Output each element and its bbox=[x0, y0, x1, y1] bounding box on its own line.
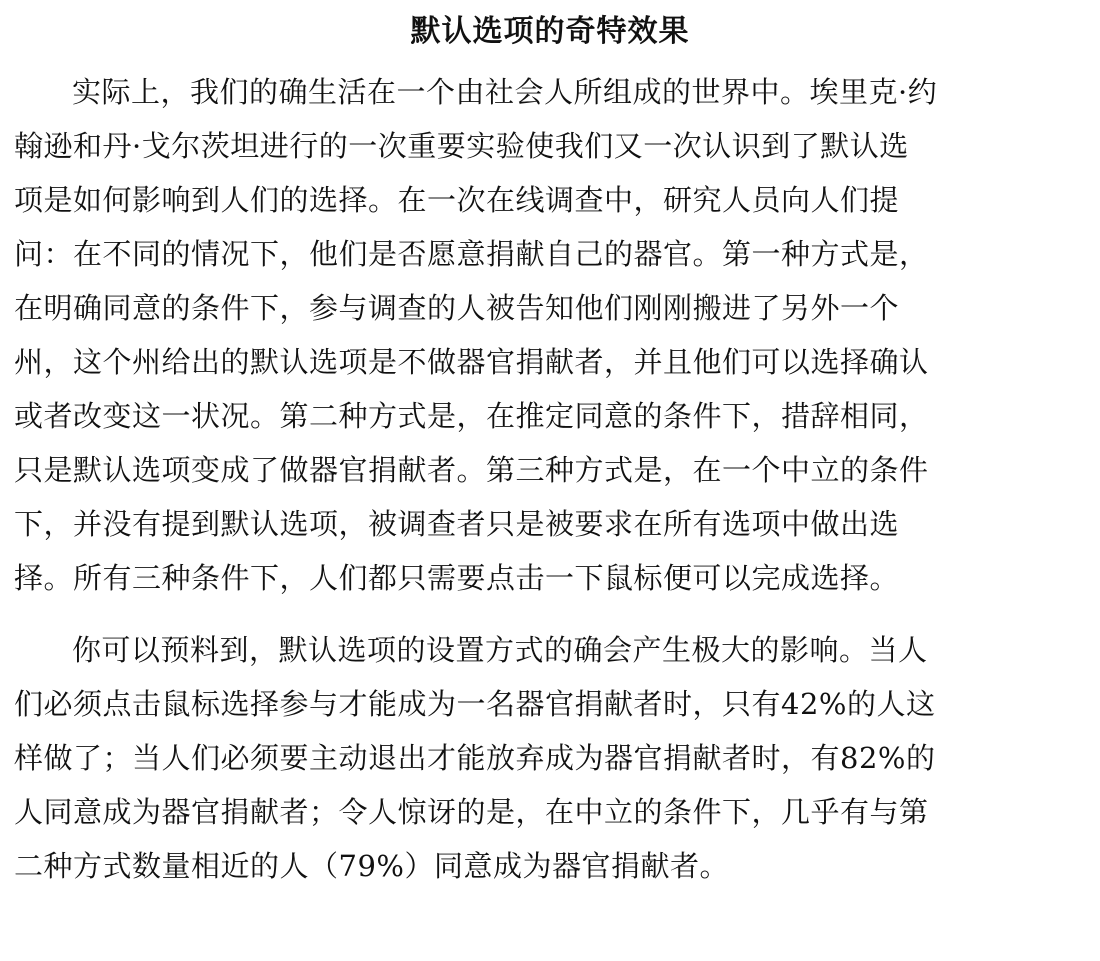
text-line: 二种方式数量相近的人（79%）同意成为器官捐献者。 bbox=[14, 849, 729, 883]
text-line: 下，并没有提到默认选项，被调查者只是被要求在所有选项中做出选 bbox=[14, 507, 900, 541]
text-line: 只是默认选项变成了做器官捐献者。第三种方式是，在一个中立的条件 bbox=[14, 453, 929, 487]
text-line: 样做了；当人们必须要主动退出才能放弃成为器官捐献者时，有82%的 bbox=[14, 741, 936, 775]
text-line: 择。所有三种条件下，人们都只需要点击一下鼠标便可以完成选择。 bbox=[14, 561, 900, 595]
text-line: 问：在不同的情况下，他们是否愿意捐献自己的器官。第一种方式是， bbox=[14, 237, 929, 271]
text-line: 实际上，我们的确生活在一个由社会人所组成的世界中。埃里克·约 bbox=[72, 75, 938, 109]
text-line: 在明确同意的条件下，参与调查的人被告知他们刚刚搬进了另外一个 bbox=[14, 291, 900, 325]
text-line: 人同意成为器官捐献者；令人惊讶的是，在中立的条件下，几乎有与第 bbox=[14, 795, 929, 829]
text-line: 翰逊和丹·戈尔茨坦进行的一次重要实验使我们又一次认识到了默认选 bbox=[14, 129, 909, 163]
article-title: 默认选项的奇特效果 bbox=[410, 14, 690, 49]
text-line: 们必须点击鼠标选择参与才能成为一名器官捐献者时，只有42%的人这 bbox=[14, 687, 936, 721]
text-line: 你可以预料到，默认选项的设置方式的确会产生极大的影响。当人 bbox=[72, 633, 928, 667]
text-line: 或者改变这一状况。第二种方式是，在推定同意的条件下，措辞相同， bbox=[14, 399, 929, 433]
text-line: 项是如何影响到人们的选择。在一次在线调查中，研究人员向人们提 bbox=[14, 183, 900, 217]
text-line: 州，这个州给出的默认选项是不做器官捐献者，并且他们可以选择确认 bbox=[14, 345, 929, 379]
